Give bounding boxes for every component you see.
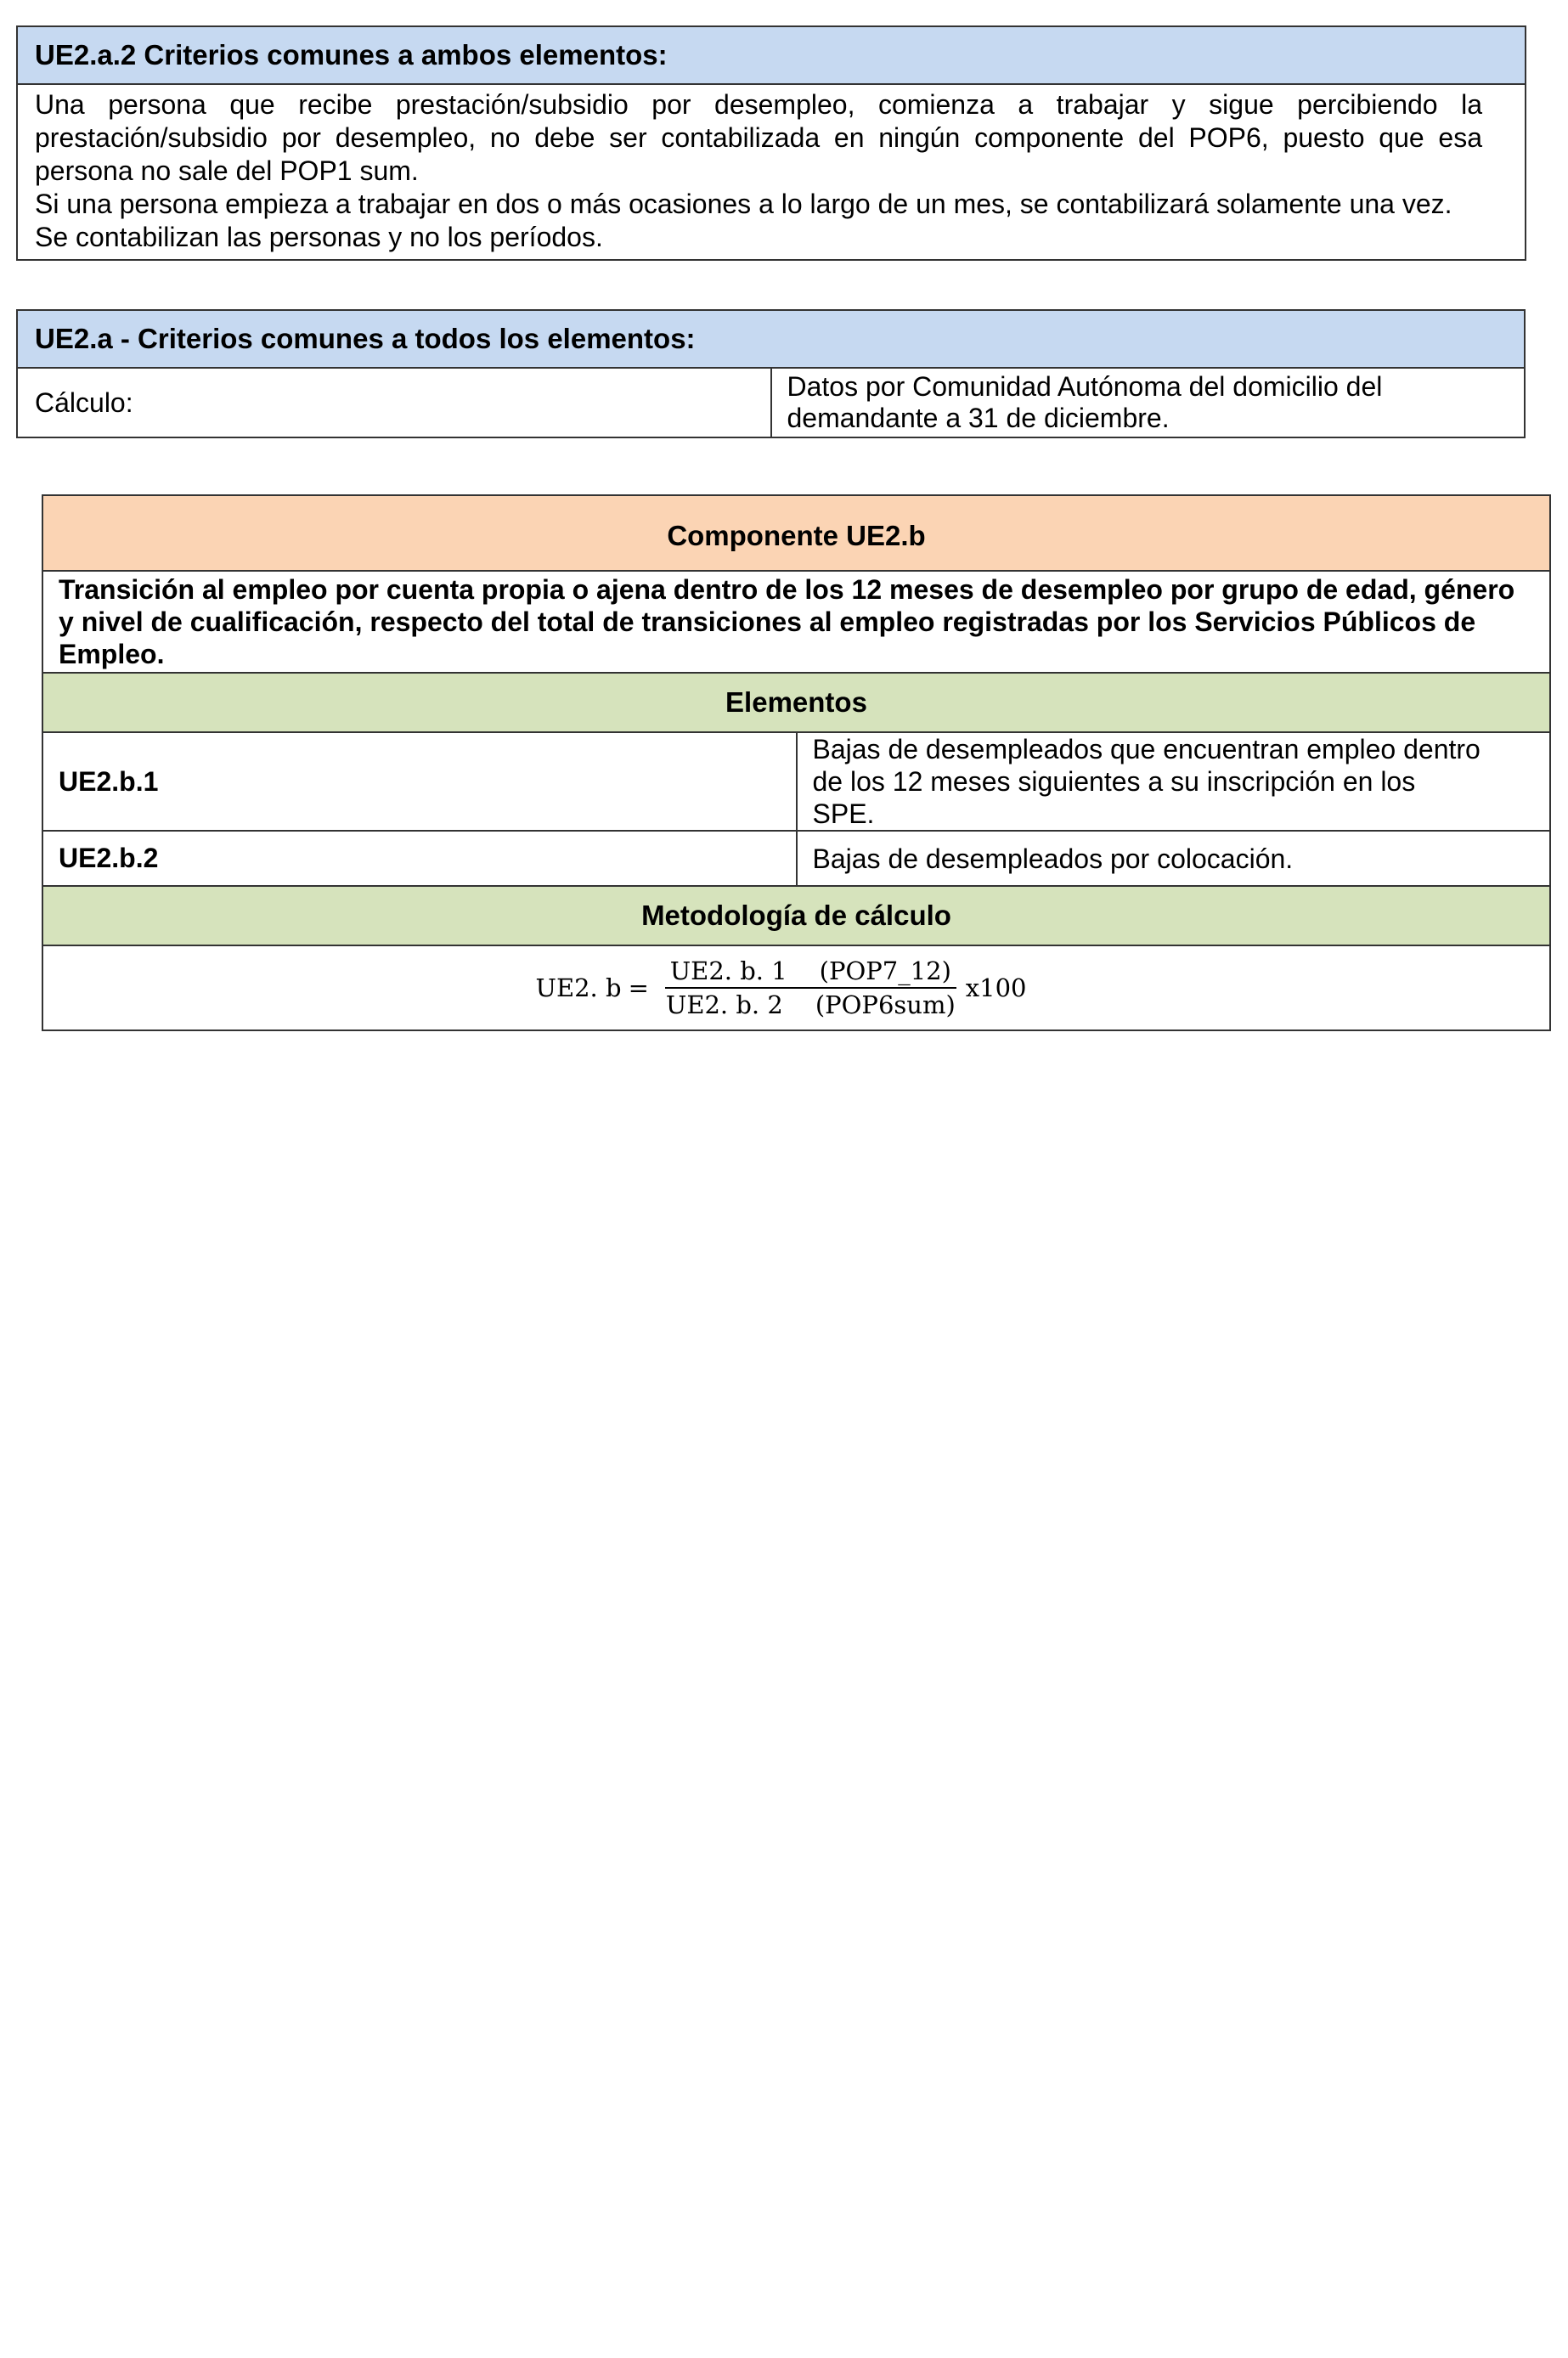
metodologia-header: Metodología de cálculo: [42, 886, 1550, 945]
formula-cell: [42, 945, 1550, 1030]
criterios-ambos-table: [16, 25, 1526, 261]
criterios-ambos-body: [17, 84, 1526, 260]
componente-title: Componente UE2.b: [42, 495, 1550, 571]
elementos-header: Elementos: [42, 673, 1550, 732]
componente-description: Transición al empleo por cuenta propia o ajena dentro de los 12 meses de desempleo por grupo de edad, género y nivel de cualificación, respecto del total de transiciones al empleo registradas por los Servicios Públicos de Empleo.: [42, 571, 1550, 673]
criterios-ambos-title: UE2.a.2 Criterios comunes a ambos elementos:: [17, 26, 1526, 84]
calculo-label: Cálculo:: [17, 368, 771, 437]
criterios-paragraph-1: Una persona que recibe prestación/subsidio por desempleo, comienza a trabajar y sigue percibiendo la prestación/subsidio por desempleo, no debe ser contabilizada en ningún componente del POP6, puesto que esa persona no sale del POP1 sum.: [35, 89, 1482, 186]
formula-equals: =: [628, 973, 649, 1002]
criterios-paragraph-3: Se contabilizan las personas y no los períodos.: [35, 222, 603, 252]
elemento-text: Bajas de desempleados por colocación.: [797, 831, 1551, 886]
formula: [536, 955, 1027, 1021]
calculo-value: Datos por Comunidad Autónoma del domicilio del demandante a 31 de diciembre.: [771, 368, 1526, 437]
criterios-todos-title: UE2.a - Criterios comunes a todos los elementos:: [17, 310, 1525, 368]
formula-numerator: [665, 955, 956, 989]
numerator-code: UE2. b. 1: [669, 956, 787, 985]
elemento-row: [42, 732, 1550, 831]
componente-table: [42, 494, 1551, 1031]
formula-lhs: UE2. b: [535, 973, 622, 1002]
formula-denominator: [661, 989, 961, 1021]
formula-fraction: [661, 955, 961, 1021]
elemento-text: Bajas de desempleados que encuentran empleo dentro de los 12 meses siguientes a su inscripción en los SPE.: [797, 732, 1551, 831]
criterios-todos-table: [16, 309, 1526, 438]
denominator-ref: (POP6sum): [815, 990, 956, 1019]
elemento-code: UE2.b.1: [42, 732, 797, 831]
elemento-row: [42, 831, 1550, 886]
criterios-paragraph-2: Si una persona empieza a trabajar en dos o más ocasiones a lo largo de un mes, se contabilizará solamente una vez.: [35, 189, 1452, 219]
numerator-ref: (POP7_12): [819, 956, 951, 985]
elemento-code: UE2.b.2: [42, 831, 797, 886]
formula-multiplier: x100: [965, 973, 1027, 1002]
denominator-code: UE2. b. 2: [665, 990, 783, 1019]
